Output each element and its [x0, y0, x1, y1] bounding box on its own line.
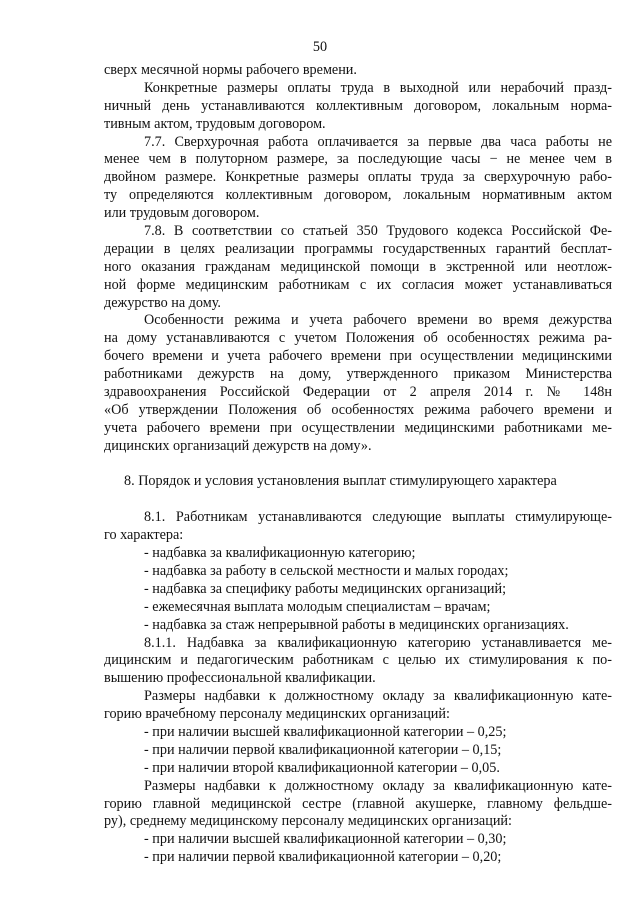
text-line: - надбавка за работу в сельской местности и малых городах;	[144, 562, 509, 579]
text-line: дицинским и педагогическим работникам с целью их стимулирования к по-	[104, 652, 612, 669]
section-heading: 8. Порядок и условия установления выплат стимулирующего характера	[124, 473, 557, 490]
text-line: бочего времени и учета рабочего времени при осуществлении медицинскими	[104, 348, 612, 365]
text-line: - при наличии второй квалификационной категории – 0,05.	[144, 759, 500, 776]
text-line: или трудовым договором.	[104, 205, 260, 222]
text-line: - надбавка за специфику работы медицинских организаций;	[144, 580, 507, 597]
text-line: двойном размере. Конкретные размеры оплаты труда за сверхурочную рабо-	[104, 169, 612, 186]
text-line: ной форме медицинским работникам с их согласия может устанавливаться	[104, 276, 612, 293]
text-line: вышению профессиональной квалификации.	[104, 670, 376, 687]
spacer	[104, 456, 612, 474]
text-line: го характера:	[104, 527, 184, 544]
text-line: дежурство на дому.	[104, 294, 221, 311]
text-line: Размеры надбавки к должностному окладу за квалификационную кате-	[144, 777, 612, 794]
text-line: - при наличии высшей квалификационной категории – 0,25;	[144, 723, 507, 740]
text-line: ту определяются коллективным договором, локальным нормативным актом	[104, 187, 612, 204]
document-body	[104, 62, 612, 867]
text-line: - ежемесячная выплата молодым специалистам – врачам;	[144, 598, 491, 615]
text-line: «Об утверждении Положения об особенностях режима рабочего времени и	[104, 401, 612, 418]
text-line: - при наличии высшей квалификационной категории – 0,30;	[144, 831, 507, 848]
spacer	[104, 491, 612, 509]
text-line: Особенности режима и учета рабочего времени во время дежурства	[144, 312, 612, 329]
text-line: - надбавка за квалификационную категорию;	[144, 545, 416, 562]
text-line: 8.1.1. Надбавка за квалификационную категорию устанавливается ме-	[144, 634, 612, 651]
text-line: работниками дежурств на дому, утвержденного приказом Министерства	[104, 366, 612, 383]
text-line: ру), среднему медицинскому персоналу медицинских организаций:	[104, 813, 512, 830]
text-line: ничный день устанавливаются коллективным договором, локальным норма-	[104, 97, 612, 114]
text-line: на дому устанавливаются с учетом Положения об особенностях режима ра-	[104, 330, 612, 347]
text-line: учета рабочего времени при осуществлении медицинскими работниками ме-	[104, 419, 612, 436]
text-line: 7.7. Сверхурочная работа оплачивается за первые два часа работы не	[144, 133, 612, 150]
text-line: ного оказания гражданам медицинской помощи в экстренной или неотлож-	[104, 258, 612, 275]
text-line: дерации в целях реализации программы государственных гарантий бесплат-	[104, 240, 612, 257]
text-line: горию врачебному персоналу медицинских организаций:	[104, 706, 450, 723]
text-line: Конкретные размеры оплаты труда в выходной или нерабочий празд-	[144, 79, 612, 96]
text-line: Размеры надбавки к должностному окладу за квалификационную кате-	[144, 688, 612, 705]
text-line: 8.1. Работникам устанавливаются следующие выплаты стимулирующе-	[144, 509, 612, 526]
text-line: менее чем в полуторном размере, за последующие часы − не менее чем в	[104, 151, 612, 168]
text-line: сверх месячной нормы рабочего времени.	[104, 62, 357, 78]
text-line: здравоохранения Российской Федерации от 2 апреля 2014 г. № 148н	[104, 384, 612, 401]
text-line: - надбавка за стаж непрерывной работы в медицинских организациях.	[144, 616, 569, 633]
text-line: тивным актом, трудовым договором.	[104, 115, 326, 132]
text-line: 7.8. В соответствии со статьей 350 Трудового кодекса Российской Фе-	[144, 223, 612, 240]
text-line: дицинских организаций дежурств на дому».	[104, 437, 372, 454]
text-line: горию главной медицинской сестре (главной акушерке, главному фельдше-	[104, 795, 612, 812]
text-line: - при наличии первой квалификационной категории – 0,20;	[144, 849, 502, 866]
text-line: - при наличии первой квалификационной категории – 0,15;	[144, 741, 502, 758]
page-number: 50	[312, 39, 328, 55]
